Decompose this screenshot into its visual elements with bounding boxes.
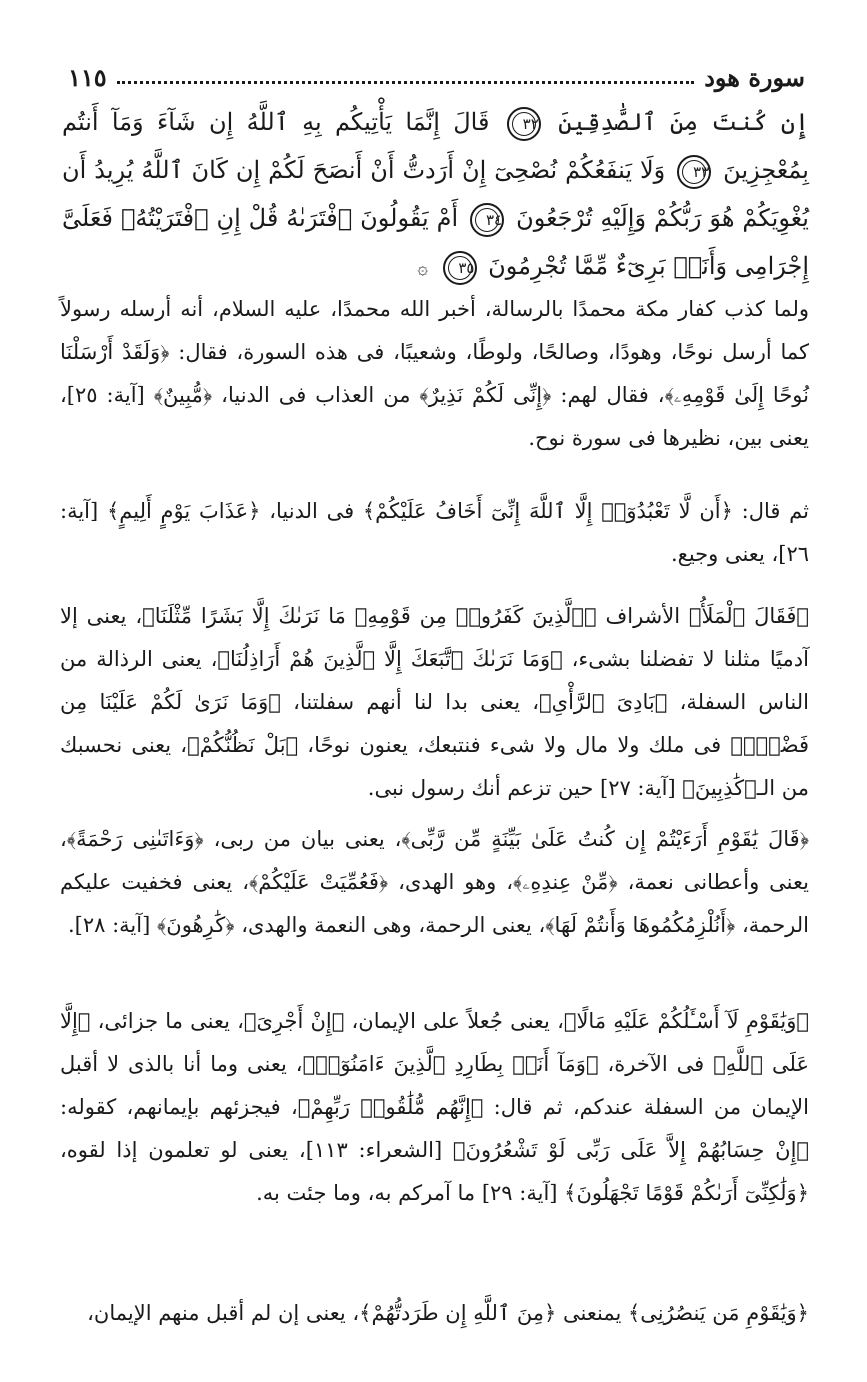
tafsir-paragraph: ﴿وَيَٰقَوْمِ مَن يَنصُرُنِى﴾ يمنعنى ﴿مِنَ ٱللَّهِ إِن طَرَدتُّهُمْ﴾، يعنى إن لم أقبل منهم الإيمان،	[87, 1301, 809, 1325]
ornament-icon: ۞	[417, 258, 428, 279]
ayah-text: أَمْ يَقُولُونَ ٱفْتَرَىٰهُ قُلْ إِنِ ٱفْتَرَيْتُهُۥ فَعَلَىَّ إِجْرَامِى وَأَنَا۠ بَرِىٓءٌ مِّمَّا تُجْرِمُونَ	[62, 204, 809, 280]
tafsir-paragraph: ولما كذب كفار مكة محمدًا بالرسالة، أخبر الله محمدًا، عليه السلام، أنه أرسله رسولاً كما أرسل نوحًا، وهودًا، وصالحًا، ولوطًا، وشعيبًا، فى هذه السورة، فقال: ﴿وَلَقَدْ أَرْسَلْنَا نُوحًا إِلَىٰ قَوْمِهِۦ﴾، فقال لهم: ﴿إِنِّى لَكُمْ نَذِيرٌ﴾ من العذاب فى الدنيا، ﴿مُّبِينٌ﴾ [آية: ٢٥]، يعنى بين، نظيرها فى سورة نوح.	[60, 297, 809, 450]
header-leader-dots	[117, 79, 695, 84]
ayah-text: قَالَ إِنَّمَا يَأْتِيكُم بِهِ ٱللَّهُ إِن شَآءَ وَمَآ أَنتُم بِمُعْجِزِينَ	[62, 108, 809, 184]
page-header	[68, 52, 805, 92]
ayah-text: إِن كُنتَ مِنَ ٱلصَّٰدِقِينَ	[558, 108, 810, 136]
page-number: ١١٥	[68, 63, 107, 92]
ayah-number-marker: ٣٢	[507, 107, 541, 141]
sura-title: سورة هود	[704, 63, 805, 92]
tafsir-paragraph: ثم قال: ﴿أَن لَّا تَعْبُدُوٓا۟ إِلَّا ٱللَّهَ إِنِّىٓ أَخَافُ عَلَيْكُمْ﴾ فى الدنيا، ﴿عَذَابَ يَوْمٍ أَلِيمٍ﴾ [آية: ٢٦]، يعنى وجيع.	[60, 499, 809, 566]
ayah-number-marker: ٣٥	[443, 251, 477, 285]
ayah-text: وَلَا يَنفَعُكُمْ نُصْحِىٓ إِنْ أَرَدتُّ أَنْ أَنصَحَ لَكُمْ إِن كَانَ ٱللَّهُ يُرِيدُ أَن يُغْوِيَكُمْ هُوَ رَبُّكُمْ وَإِلَيْهِ تُرْجَعُونَ	[62, 156, 809, 232]
tafsir-paragraph: ﴿قَالَ يَٰقَوْمِ أَرَءَيْتُمْ إِن كُنتُ عَلَىٰ بَيِّنَةٍ مِّن رَّبِّى﴾، يعنى بيان من ربى، ﴿وَءَاتَىٰنِى رَحْمَةً﴾، يعنى وأعطانى نعمة، ﴿مِّنْ عِندِهِۦ﴾، وهو الهدى، ﴿فَعُمِّيَتْ عَلَيْكُمْ﴾، يعنى فخفيت عليكم الرحمة، ﴿أَنُلْزِمُكُمُوهَا وَأَنتُمْ لَهَا﴾، يعنى الرحمة، وهى النعمة والهدى، ﴿كَٰرِهُونَ﴾ [آية: ٢٨].	[60, 827, 809, 937]
quran-verses-block	[62, 98, 809, 293]
tafsir-paragraph: ﴿فَقَالَ ٱلْمَلَأُ﴾ الأشراف ﴿ٱلَّذِينَ كَفَرُوا۟ مِن قَوْمِهِۦ مَا نَرَىٰكَ إِلَّا بَشَرًا مِّثْلَنَا﴾، يعنى إلا آدميًا مثلنا لا تفضلنا بشىء، ﴿وَمَا نَرَىٰكَ ٱتَّبَعَكَ إِلَّا ٱلَّذِينَ هُمْ أَرَاذِلُنَا﴾، يعنى الرذالة من الناس السفلة، ﴿بَادِىَ ٱلرَّأْىِ﴾، يعنى بدا لنا أنهم سفلتنا، ﴿وَمَا نَرَىٰ لَكُمْ عَلَيْنَا مِن فَضْلٍۭ﴾ فى ملك ولا مال ولا شىء فنتبعك، يعنون نوحًا، ﴿بَلْ نَظُنُّكُمْ﴾، يعنى نحسبك من الـ﴿كَٰذِبِينَ﴾ [آية: ٢٧] حين تزعم أنك رسول نبى.	[60, 604, 809, 800]
ayah-number-marker: ٣٣	[677, 155, 711, 189]
ayah-number-marker: ٣٤	[470, 203, 504, 237]
tafsir-paragraph: ﴿وَيَٰقَوْمِ لَآ أَسْـَٔلُكُمْ عَلَيْهِ مَالًا﴾، يعنى جُعلاً على الإيمان، ﴿إِنْ أَجْرِىَ﴾، يعنى ما جزائى، ﴿إِلَّا عَلَى ٱللَّهِ﴾ فى الآخرة، ﴿وَمَآ أَنَا۠ بِطَارِدِ ٱلَّذِينَ ءَامَنُوٓا۟﴾، يعنى وما أنا بالذى لا أقبل الإيمان من السفلة عندكم، ثم قال: ﴿إِنَّهُم مُّلَٰقُوا۟ رَبِّهِمْ﴾، فيجزئهم بإيمانهم، كقوله: ﴿إِنْ حِسَابُهُمْ إِلاَّ عَلَى رَبِّى لَوْ تَشْعُرُونَ﴾ [الشعراء: ١١٣]، يعنى لو تعلمون إذا لقوه، ﴿وَلَٰكِنِّىٓ أَرَىٰكُمْ قَوْمًا تَجْهَلُونَ﴾ [آية: ٢٩] ما آمركم به، وما جئت به.	[60, 1009, 810, 1205]
